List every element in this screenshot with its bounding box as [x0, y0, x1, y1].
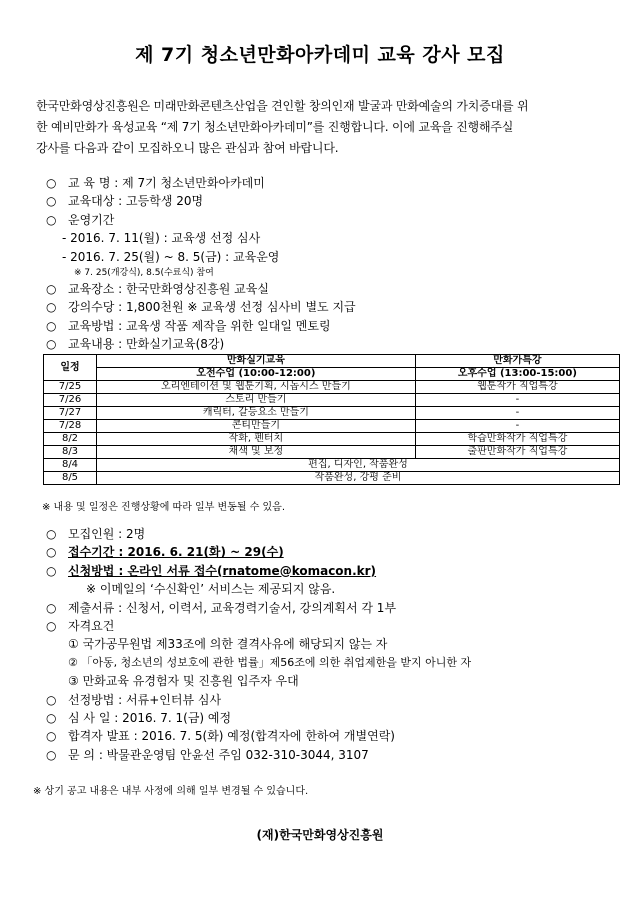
method: 교육방법 : 교육생 작품 제작을 위한 일대일 멘토링 [68, 318, 331, 333]
bullet-icon: ○ [46, 747, 57, 762]
header-special: 만화가특강 [415, 355, 619, 368]
table-row [44, 381, 620, 394]
table-row [44, 433, 620, 446]
table-row [44, 472, 620, 485]
fee: 강의수당 : 1,800천원 ※ 교육생 선정 심사비 별도 지급 [68, 300, 356, 315]
cell-pm: 웹툰작가 직업특강 [415, 381, 619, 394]
bullet-icon: ○ [46, 300, 57, 315]
period-1: - 2016. 7. 11(월) : 교육생 선정 심사 [62, 231, 261, 246]
bullet-icon: ○ [46, 710, 57, 725]
table-row [44, 420, 620, 433]
qual-1: ① 국가공무원법 제33조에 의한 결격사유에 해당되지 않는 자 [68, 637, 388, 652]
cell-pm: - [415, 420, 619, 433]
apply-note: ※ 이메일의 ‘수신확인’ 서비스는 제공되지 않음. [86, 582, 336, 597]
apply-method: 신청방법 : 온라인 서류 접수(rnatome@komacon.kr) [68, 563, 377, 578]
cell-am: 캐릭터, 갈등요소 만들기 [97, 407, 416, 420]
table-row [44, 446, 620, 459]
cell-am: 콘티만들기 [97, 420, 416, 433]
place: 교육장소 : 한국만화영상진흥원 교육실 [68, 281, 269, 296]
qual-label: 자격요건 [68, 618, 115, 633]
cell-day: 7/28 [44, 420, 97, 433]
bullet-icon: ○ [46, 545, 57, 560]
contact: 문 의 : 박물관운영팀 안윤선 주임 032-310-3044, 3107 [68, 747, 369, 762]
recruit: 모집인원 : 2명 [68, 527, 146, 541]
target: 교육대상 : 고등학생 20명 [68, 194, 204, 209]
content: 교육내용 : 만화실기교육(8강) [68, 337, 225, 352]
info-list-1 [46, 174, 356, 354]
selection: 선정방법 : 서류+인터뷰 심사 [68, 692, 222, 707]
bullet-icon: ○ [46, 527, 57, 541]
header-pm: 오후수업 (13:00-15:00) [415, 368, 619, 381]
organization-name: (재)한국만화영상진흥원 [256, 828, 384, 842]
qual-3: ③ 만화교육 유경험자 및 진흥원 입주자 우대 [68, 674, 299, 689]
header-day: 일정 [44, 355, 97, 381]
cell-pm: - [415, 394, 619, 407]
announce: 합격자 발표 : 2016. 7. 5(화) 예정(합격자에 한하여 개별연락) [68, 729, 395, 744]
bullet-icon: ○ [46, 618, 57, 633]
cell-am: 오리엔테이션 및 웹툰기획, 시놉시스 만들기 [97, 381, 416, 394]
intro-line: 한 예비만화가 육성교육 “제 7기 청소년만화아카데미”를 진행합니다. 이에 교육을 진행해주실 [36, 120, 514, 134]
bullet-icon: ○ [46, 281, 57, 296]
intro-line: 한국만화영상진흥원은 미래만화콘텐츠산업을 견인할 창의인재 발굴과 만화예술의 가치증대를 위 [36, 99, 529, 113]
page-title: 제 7기 청소년만화아카데미 교육 강사 모집 [135, 44, 505, 66]
period-note: ※ 7. 25(개강식), 8.5(수료식) 참여 [74, 267, 214, 278]
cell-day: 7/26 [44, 394, 97, 407]
cell-pm: 출판만화작가 직업특강 [415, 446, 619, 459]
table-note: ※ 내용 및 일정은 진행상황에 따라 일부 변동될 수 있음. [42, 502, 286, 513]
cell-day: 8/2 [44, 433, 97, 446]
info-list-2 [46, 525, 471, 764]
bullet-icon: ○ [46, 729, 57, 744]
period-label: 운영기간 [68, 212, 115, 227]
intro-line: 강사를 다음과 같이 모집하오니 많은 관심과 참여 바랍니다. [36, 141, 339, 155]
cell-day: 7/27 [44, 407, 97, 420]
cell-merged: 편집, 디자인, 작품완성 [97, 459, 620, 472]
footnote: ※ 상기 공고 내용은 내부 사정에 의해 일부 변경될 수 있습니다. [33, 786, 309, 797]
cell-am: 스토리 만들기 [97, 394, 416, 407]
table-row [44, 394, 620, 407]
course-name: 교 육 명 : 제 7기 청소년만화아카데미 [68, 176, 265, 190]
table-row [44, 459, 620, 472]
cell-day: 7/25 [44, 381, 97, 394]
intro-paragraph [36, 96, 616, 159]
cell-am: 채색 및 보정 [97, 446, 416, 459]
header-am: 오전수업 (10:00-12:00) [97, 368, 416, 381]
cell-merged: 작품완성, 강평 준비 [97, 472, 620, 485]
bullet-icon: ○ [46, 176, 57, 190]
cell-day: 8/5 [44, 472, 97, 485]
cell-day: 8/4 [44, 459, 97, 472]
bullet-icon: ○ [46, 194, 57, 209]
bullet-icon: ○ [46, 692, 57, 707]
bullet-icon: ○ [46, 600, 57, 615]
cell-am: 작화, 펜터치 [97, 433, 416, 446]
bullet-icon: ○ [46, 563, 57, 578]
cell-day: 8/3 [44, 446, 97, 459]
bullet-icon: ○ [46, 337, 57, 352]
bullet-icon: ○ [46, 212, 57, 227]
table-row [44, 407, 620, 420]
qual-2: ② 「아동, 청소년의 성보호에 관한 법률」제56조에 의한 취업제한을 받지 아니한 자 [68, 655, 472, 669]
schedule-table [43, 354, 620, 485]
cell-pm: - [415, 407, 619, 420]
period-2: - 2016. 7. 25(월) ~ 8. 5(금) : 교육운영 [62, 249, 280, 264]
header-practice: 만화실기교육 [97, 355, 416, 368]
review-date: 심 사 일 : 2016. 7. 1(금) 예정 [68, 710, 232, 725]
deadline: 접수기간 : 2016. 6. 21(화) ~ 29(수) [68, 545, 284, 560]
cell-pm: 학습만화작가 직업특강 [415, 433, 619, 446]
docs: 제출서류 : 신청서, 이력서, 교육경력기술서, 강의계획서 각 1부 [68, 600, 397, 615]
bullet-icon: ○ [46, 318, 57, 333]
